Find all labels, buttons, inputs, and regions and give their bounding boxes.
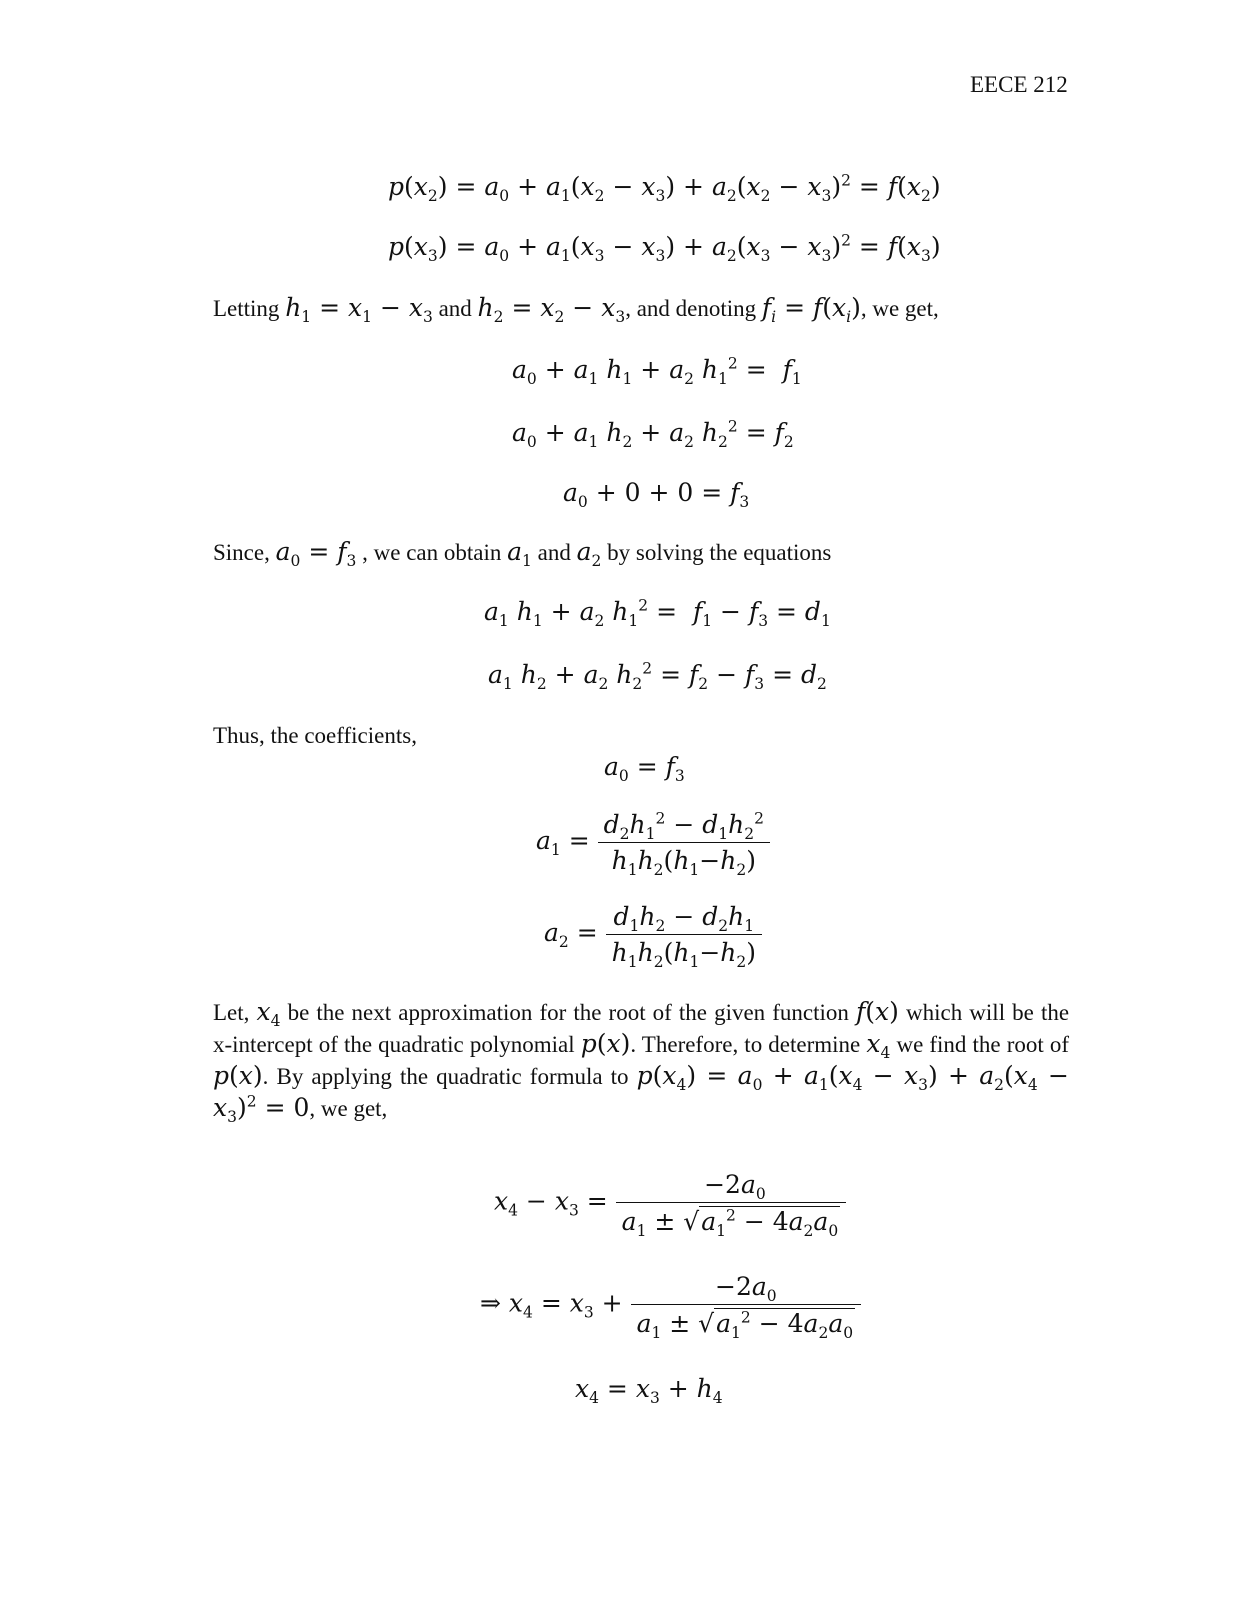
text-let-4: . Therefore, to determine xyxy=(630,1032,861,1057)
text-letting-3: , and denoting xyxy=(625,296,757,321)
text-let-2: be the next approximation for the root of the given function xyxy=(287,1000,849,1025)
equation-d2: $a_1$ $h_2 + a_2$ $h_2^2 = f_2 - f_3 = d_2$ xyxy=(488,659,827,693)
equation-system-1: $a_0 + a_1$ $h_1 + a_2$ $h_1^2 = f_1$ xyxy=(512,354,802,388)
equation-a1: $a_1$ = $\frac{d_2h_1^2 - d_1h_2^2}{h_1h_2(h_1-h_2)}$ xyxy=(536,810,770,875)
equation-p-x3: $p(x_3) = a_0 + a_1(x_3 - x_3) + a_2(x_3 - x_3)^2 = f(x_3)$ xyxy=(388,231,941,265)
equation-x4-minus-x3: $x_4 - x_3$ = $\frac{-2a_0}{a_1 \pm √a_1^2 - 4a_2a_0}$ xyxy=(494,1170,846,1236)
page-header-course: EECE 212 xyxy=(970,72,1068,97)
paragraph-since: Since, $a_0 = f_3$ , we can obtain $a_1$ and $a_2$ by solving the equations xyxy=(213,537,832,570)
text-let-6: . By applying the quadratic formula to xyxy=(262,1064,629,1089)
text-since-3: and xyxy=(537,540,571,565)
equation-a0: $a_0 = f_3$ xyxy=(604,752,685,785)
text-since-1: Since, xyxy=(213,540,270,565)
paragraph-letting: Letting $h_1 = x_1 - x_3$ and $h_2 = x_2 - x_3$, and denoting $f_i = f(x_i)$, we get, xyxy=(213,293,939,326)
text-since-4: by solving the equations xyxy=(607,540,832,565)
equation-d1: $a_1$ $h_1 + a_2$ $h_1^2 = f_1 - f_3 = d_1$ xyxy=(484,596,831,630)
equation-x4-final: $x_4 = x_3 + h_4$ xyxy=(575,1374,723,1407)
text-let-5: we find the root of xyxy=(896,1032,1070,1057)
text-let-1: Let, xyxy=(213,1000,250,1025)
text-let-3: which will be the x-intercept of the quadratic polynomial xyxy=(213,1000,1070,1057)
paragraph-thus: Thus, the coefficients, xyxy=(213,723,417,748)
equation-system-3: $a_0 + 0 + 0 = f_3$ xyxy=(563,478,750,511)
equation-implies-x4: ⇒ $x_4 = x_3$ + $\frac{-2a_0}{a_1 \pm √a_1^2 - 4a_2a_0}$ xyxy=(480,1272,861,1338)
text-since-2: , we can obtain xyxy=(362,540,502,565)
text-let-7: , we get, xyxy=(309,1096,388,1121)
text-letting-2: and xyxy=(438,296,472,321)
text-letting-4: , we get, xyxy=(860,296,939,321)
equation-a2: $a_2$ = $\frac{d_1h_2 - d_2h_1}{h_1h_2(h_1-h_2)}$ xyxy=(544,902,762,967)
paragraph-let: Let, $x_4$ be the next approximation for the root of the given function f(x) which will be the x-intercept of the quadratic polynomial p(x). Therefore, to determine $x_4$ we find the root of p(x). By applying the quadratic formula to $p(x_4) = a_0 + a_1(x_4 - x_3) + a_2(x_4 - x_3)^2 = 0$, we get, xyxy=(213,997,1070,1126)
text-letting-1: Letting xyxy=(213,296,280,321)
equation-system-2: $a_0 + a_1$ $h_2 + a_2$ $h_2^2 = f_2$ xyxy=(512,417,794,451)
equation-p-x2: $p(x_2) = a_0 + a_1(x_2 - x_3) + a_2(x_2 - x_3)^2 = f(x_2)$ xyxy=(388,171,941,205)
